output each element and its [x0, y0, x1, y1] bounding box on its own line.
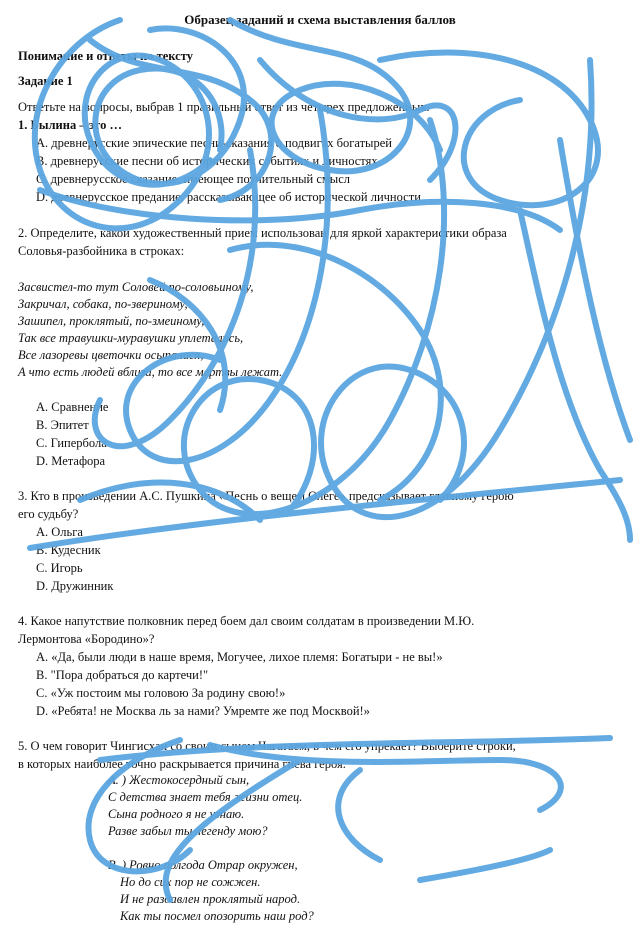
q3-option-d: D. Дружинник	[36, 579, 114, 593]
question-4-line1: 4. Какое напутствие полковник перед боем дал своим солдатам в произведении М.Ю.	[18, 614, 475, 628]
question-2-line2: Соловья-разбойника в строках:	[18, 244, 185, 258]
q1-option-d: D. древнерусское предание, рассказывающее об исторической личности	[36, 190, 421, 204]
question-3-line1: 3. Кто в произведении А.С. Пушкина «Песнь о вещем Олеге» предсказывает главному герою	[18, 489, 514, 503]
poem-line: Засвистел-то тут Соловей по-соловьиному,	[18, 280, 254, 294]
q1-option-a: A. древнерусские эпические песни-сказания о подвигах богатырей	[36, 136, 392, 150]
q5-block-a-line: А. ) Жестокосердный сын,	[108, 773, 250, 787]
q5-block-a-line: Сына родного я не узнаю.	[108, 807, 245, 821]
poem-line: Так все травушки-муравушки уплетались,	[18, 331, 244, 345]
q4-option-b: B. "Пора добраться до картечи!"	[36, 668, 209, 682]
q5-block-b-line: Но до сих пор не сожжен.	[120, 875, 261, 889]
question-2-line1: 2. Определите, какой художественный прием использован для яркой характеристики образа	[18, 226, 507, 240]
document-title: Образец заданий и схема выставления баллов	[184, 12, 456, 27]
q3-option-c: C. Игорь	[36, 561, 83, 575]
question-5-line1: 5. О чем говорит Чингисхан со своим сыном Чагатаем, в чем его упрекает? Выберите строки,	[18, 739, 516, 753]
instruction-text: Ответьте на вопросы, выбрав 1 правильный ответ из четырех предложенных.	[18, 100, 430, 114]
q1-option-c: C. древнерусское сказание, имеющее поучительный смысл	[36, 172, 350, 186]
q2-option-a: A. Сравнение	[36, 400, 109, 414]
q5-block-b-line: И не раздавлен проклятый народ.	[120, 892, 301, 906]
q2-option-c: C. Гипербола	[36, 436, 107, 450]
poem-line: Все лазоревы цветочки осыпалися,	[18, 348, 204, 362]
q3-option-b: B. Кудесник	[36, 543, 101, 557]
poem-line: Закричал, собака, по-звериному,	[18, 297, 188, 311]
question-5-line2: в которых наиболее точно раскрывается причина гнева героя.	[18, 757, 346, 771]
question-4-line2: Лермонтова «Бородино»?	[18, 632, 155, 646]
question-1: 1. Былина – это …	[18, 118, 122, 132]
question-3-line2: его судьбу?	[18, 507, 79, 521]
poem-line: А что есть людей вблизи, то все мертвы лежат.	[18, 365, 283, 379]
q4-option-a: A. «Да, были люди в наше время, Могучее, лихое племя: Богатыри - не вы!»	[36, 650, 443, 664]
q1-option-b: B. древнерусские песни об исторических событиях и личностях	[36, 154, 378, 168]
q4-option-c: C. «Уж постоим мы головою За родину свою!»	[36, 686, 286, 700]
task-heading: Задание 1	[18, 74, 73, 88]
poem-line: Зашипел, проклятый, по-змеиному,	[18, 314, 205, 328]
q2-option-d: D. Метафора	[36, 454, 106, 468]
q5-block-b-line: В. ) Ровно полгода Отрар окружен,	[108, 858, 298, 872]
q5-block-a-line: С детства знает тебя жизни отец.	[108, 790, 303, 804]
q5-block-a-line: Разве забыл ты легенду мою?	[108, 824, 268, 838]
q2-option-b: B. Эпитет	[36, 418, 89, 432]
section-heading: Понимание и ответы по тексту	[18, 49, 193, 63]
q5-block-b-line: Как ты посмел опозорить наш род?	[120, 909, 314, 923]
q4-option-d: D. «Ребята! не Москва ль за нами? Умремте же под Москвой!»	[36, 704, 370, 718]
q3-option-a: A. Ольга	[36, 525, 83, 539]
